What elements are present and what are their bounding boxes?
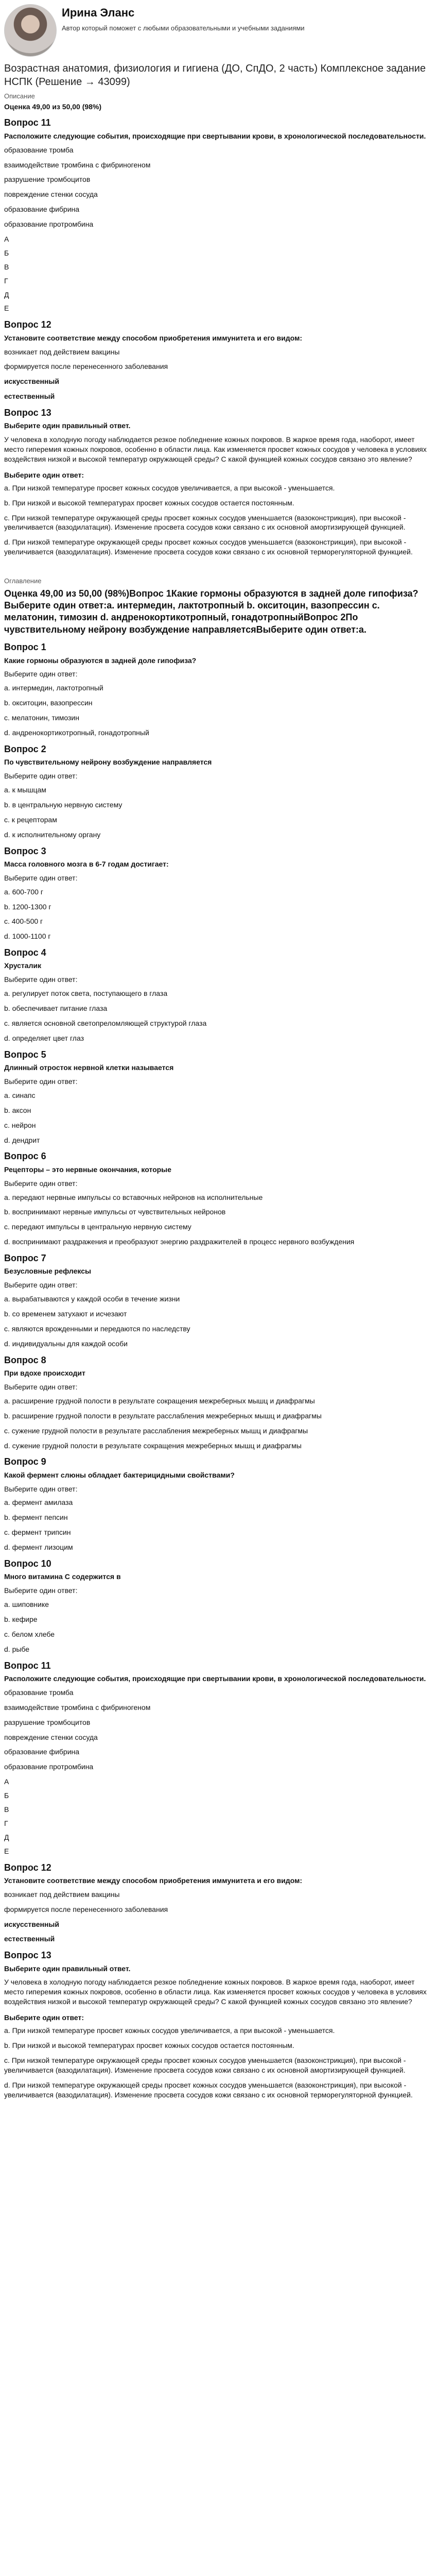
option-item: образование тромба	[4, 1688, 74, 1697]
question-number: Вопрос 11	[4, 1660, 51, 1671]
answer-prompt: Выберите один ответ:	[4, 1484, 78, 1493]
match-option: естественный	[4, 1935, 55, 1943]
answer-option: b. кефире	[4, 1615, 38, 1623]
author-description: Автор который поможет с любыми образовательными и учебными заданиями	[62, 24, 305, 32]
question-block	[4, 1949, 432, 2099]
answer-option: b. окситоцин, вазопрессин	[4, 699, 93, 707]
question-block	[4, 1455, 432, 1552]
option-item: формируется после перенесенного заболевания	[4, 1905, 168, 1913]
question-block	[4, 1861, 432, 1944]
answer-option: c. 400-500 г	[4, 917, 43, 926]
question-paragraph: У человека в холодную погоду наблюдается резкое побледнение кожных покровов. В жаркое время года, наоборот, имеет место гиперемия кожных покровов, особенно в области лица. Как изменяется просвет кожных сосудов у человека в условиях воздействия низкой и высокой температур окружающей среды? С какой функцией кожных сосудов связано это явление?	[4, 1978, 427, 2006]
question-number: Вопрос 2	[4, 743, 46, 754]
option-item: разрушение тромбоцитов	[4, 1718, 91, 1726]
question-text: Установите соответствие между способом приобретения иммунитета и его видом:	[4, 333, 303, 342]
answer-option: a. вырабатываются у каждой особи в течение жизни	[4, 1295, 180, 1303]
order-letter: Е	[4, 304, 9, 313]
question-block	[4, 946, 432, 1043]
question-text: Масса головного мозга в 6-7 годам достигает:	[4, 859, 169, 868]
question-text: При вдохе происходит	[4, 1369, 85, 1378]
answer-option: c. к рецепторам	[4, 815, 57, 824]
answer-option: d. При низкой температуре окружающей среды просвет кожных сосудов уменьшается (вазоконстрикция), при высокой - увеличивается (вазодилатация). Изменение просвета сосудов кожи связано с их основной терморегуляторной функцией.	[4, 538, 413, 556]
section-label: Оглавление	[4, 577, 42, 585]
question-number: Вопрос 10	[4, 1558, 51, 1569]
option-item: образование тромба	[4, 145, 74, 154]
question-block	[4, 1354, 432, 1451]
answer-option: c. являются врожденными и передаются по наследству	[4, 1324, 190, 1333]
avatar[interactable]	[4, 4, 57, 57]
question-number: Вопрос 12	[4, 1862, 51, 1873]
answer-option: b. обеспечивает питание глаза	[4, 1004, 108, 1013]
answer-option: d. 1000-1100 г	[4, 932, 51, 941]
answer-option: b. При низкой и высокой температурах просвет кожных сосудов остается постоянным.	[4, 498, 294, 507]
answer-prompt: Выберите один ответ:	[4, 1281, 78, 1290]
question-block	[4, 116, 432, 313]
question-text: Хрусталик	[4, 961, 42, 970]
option-item: возникает под действием вакцины	[4, 347, 120, 356]
sections	[4, 92, 432, 2099]
option-item: образование фибрина	[4, 205, 80, 214]
option-item: повреждение стенки сосуда	[4, 1733, 98, 1741]
answer-option: a. регулирует поток света, поступающего в глаза	[4, 989, 168, 998]
section-divider	[4, 562, 432, 574]
option-item: взаимодействие тромбина с фибриногеном	[4, 1703, 151, 1711]
answer-option: a. к мышцам	[4, 785, 46, 794]
answer-option: a. расширение грудной полости в результате сокращения межреберных мышц и диафрагмы	[4, 1396, 315, 1405]
content-section	[4, 92, 432, 557]
order-letter: Г	[4, 276, 8, 285]
question-text: Длинный отросток нервной клетки называется	[4, 1063, 174, 1072]
question-text: Расположите следующие события, происходящие при свертывании крови, в хронологической последовательности.	[4, 131, 426, 140]
answer-option: b. аксон	[4, 1106, 31, 1114]
order-letter: Г	[4, 1819, 8, 1827]
answer-prompt: Выберите один ответ:	[4, 1179, 78, 1188]
order-letter: В	[4, 262, 9, 271]
option-item: разрушение тромбоцитов	[4, 175, 91, 184]
order-letter: Б	[4, 248, 9, 257]
answer-option: b. 1200-1300 г	[4, 902, 51, 911]
order-letter: В	[4, 1805, 9, 1814]
answer-option: c. является основной светопреломляющей структурой глаза	[4, 1019, 207, 1028]
answer-option: c. сужение грудной полости в результате расслабления межреберных мышц и диафрагмы	[4, 1426, 308, 1435]
question-number: Вопрос 13	[4, 408, 51, 418]
author-name[interactable]: Ирина Эланс	[62, 6, 135, 19]
question-number: Вопрос 6	[4, 1151, 46, 1162]
question-block	[4, 318, 432, 401]
answer-option: a. интермедин, лактотропный	[4, 684, 103, 692]
question-number: Вопрос 7	[4, 1253, 46, 1264]
author-info	[62, 4, 305, 32]
order-letter: Е	[4, 1846, 9, 1855]
question-number: Вопрос 8	[4, 1354, 46, 1365]
answer-option: b. в центральную нервную систему	[4, 800, 123, 809]
option-item: образование протромбина	[4, 220, 94, 229]
answer-option: a. 600-700 г	[4, 887, 43, 896]
question-number: Вопрос 9	[4, 1456, 46, 1467]
answer-option: c. фермент трипсин	[4, 1528, 71, 1537]
question-text: Безусловные рефлексы	[4, 1267, 91, 1276]
answer-prompt: Выберите один ответ:	[4, 975, 78, 984]
answer-prompt: Выберите один ответ:	[4, 470, 84, 479]
answer-option: b. При низкой и высокой температурах просвет кожных сосудов остается постоянным.	[4, 2041, 294, 2049]
answer-option: d. При низкой температуре окружающей среды просвет кожных сосудов уменьшается (вазоконстрикция), при высокой - увеличивается (вазодилатация). Изменение просвета сосудов кожи связано с их основной терморегуляторной функцией.	[4, 2080, 413, 2099]
answer-option: d. рыбе	[4, 1645, 30, 1653]
question-block	[4, 1150, 432, 1247]
answer-option: b. со временем затухают и исчезают	[4, 1310, 127, 1318]
answer-option: d. определяет цвет глаз	[4, 1033, 84, 1042]
question-block	[4, 641, 432, 738]
option-item: образование протромбина	[4, 1762, 94, 1771]
answer-option: a. При низкой температуре просвет кожных сосудов увеличивается, а при высокой - уменьшается.	[4, 2026, 335, 2035]
question-text: Установите соответствие между способом приобретения иммунитета и его видом:	[4, 1876, 303, 1885]
answer-prompt: Выберите один ответ:	[4, 873, 78, 882]
answer-option: c. мелатонин, тимозин	[4, 714, 79, 722]
match-option: естественный	[4, 392, 55, 401]
question-block	[4, 1557, 432, 1654]
answer-option: a. При низкой температуре просвет кожных сосудов увеличивается, а при высокой - уменьшается.	[4, 483, 335, 492]
content-section	[4, 562, 432, 2099]
answer-prompt: Выберите один ответ:	[4, 772, 78, 781]
question-block	[4, 1659, 432, 1856]
question-block	[4, 406, 432, 557]
question-text: Выберите один правильный ответ.	[4, 1964, 131, 1973]
answer-prompt: Выберите один ответ:	[4, 2013, 84, 2022]
order-letter: Д	[4, 290, 9, 299]
section-heading: Оценка 49,00 из 50,00 (98%)Вопрос 1Какие гормоны образуются в задней доле гипофиза?Выберите один ответ:a. интермедин, лактотропный b. окситоцин, вазопрессин c. мелатонин, тимозин d. андренокортикотропный, гонадотропныйВопрос 2По чувствительному нейрону возбуждение направляетсяВыберите один ответ:a.	[4, 588, 418, 635]
answer-option: d. фермент лизоцим	[4, 1543, 73, 1552]
answer-option: a. передают нервные импульсы со вставочных нейронов на исполнительные	[4, 1193, 263, 1201]
order-letter: Д	[4, 1833, 9, 1841]
question-number: Вопрос 3	[4, 845, 46, 856]
question-number: Вопрос 12	[4, 319, 51, 330]
option-item: формируется после перенесенного заболевания	[4, 362, 168, 371]
answer-prompt: Выберите один ответ:	[4, 1077, 78, 1086]
order-letter: А	[4, 1777, 9, 1786]
question-block	[4, 845, 432, 942]
question-number: Вопрос 11	[4, 117, 51, 128]
answer-option: a. синапс	[4, 1091, 36, 1099]
question-block	[4, 1048, 432, 1145]
match-option: искусственный	[4, 1920, 59, 1928]
answer-option: c. нейрон	[4, 1121, 36, 1129]
author-block	[4, 4, 432, 57]
question-text: Какие гормоны образуются в задней доле гипофиза?	[4, 656, 197, 665]
answer-option: d. воспринимают раздражения и преобразуют энергию раздражителей в процесс нервного возбуждения	[4, 1238, 355, 1246]
answer-option: d. сужение грудной полости в результате сокращения межреберных мышц и диафрагмы	[4, 1441, 302, 1450]
answer-option: a. фермент амилаза	[4, 1498, 73, 1507]
order-letter: А	[4, 234, 9, 243]
score-text: Оценка 49,00 из 50,00 (98%)	[4, 102, 102, 111]
answer-option: b. расширение грудной полости в результате расслабления межреберных мышц и диафрагмы	[4, 1411, 322, 1420]
question-text: Рецепторы – это нервные окончания, которые	[4, 1165, 171, 1174]
option-item: повреждение стенки сосуда	[4, 190, 98, 199]
answer-option: b. фермент пепсин	[4, 1513, 68, 1522]
question-text: Много витамина С содержится в	[4, 1572, 121, 1581]
question-text: Выберите один правильный ответ.	[4, 421, 131, 430]
question-number: Вопрос 5	[4, 1049, 46, 1060]
question-text: Расположите следующие события, происходящие при свертывании крови, в хронологической последовательности.	[4, 1674, 426, 1683]
question-number: Вопрос 1	[4, 642, 46, 653]
question-paragraph: У человека в холодную погоду наблюдается резкое побледнение кожных покровов. В жаркое время года, наоборот, имеет место гиперемия кожных покровов, особенно в области лица. Как изменяется просвет кожных сосудов у человека в условиях воздействия низкой и высокой температур окружающей среды? С какой функцией кожных сосудов связано это явление?	[4, 435, 427, 464]
option-item: взаимодействие тромбина с фибриногеном	[4, 160, 151, 169]
answer-option: c. передают импульсы в центральную нервную систему	[4, 1223, 191, 1231]
answer-prompt: Выберите один ответ:	[4, 1382, 78, 1391]
answer-option: c. При низкой температуре окружающей среды просвет кожных сосудов уменьшается (вазоконстрикция), при высокой - увеличивается (вазодилатация). Изменение просвета сосудов кожи связано с их основной амортизирующей функцией.	[4, 2056, 406, 2074]
answer-option: a. шиповнике	[4, 1600, 49, 1609]
answer-option: d. к исполнительному органу	[4, 830, 101, 839]
answer-option: d. индивидуальны для каждой особи	[4, 1339, 128, 1348]
order-letter: Б	[4, 1791, 9, 1800]
answer-prompt: Выберите один ответ:	[4, 670, 78, 679]
answer-option: d. дендрит	[4, 1136, 40, 1144]
answer-option: b. воспринимают нервные импульсы от чувствительных нейронов	[4, 1208, 226, 1216]
answer-option: d. андренокортикотропный, гонадотропный	[4, 728, 149, 737]
question-block	[4, 1252, 432, 1349]
question-number: Вопрос 13	[4, 1950, 51, 1961]
option-item: образование фибрина	[4, 1748, 80, 1756]
document-title: Возрастная анатомия, физиология и гигиена (ДО, СпДО, 2 часть) Комплексное задание НСПК (Решение → 43099)	[4, 63, 426, 88]
option-item: возникает под действием вакцины	[4, 1890, 120, 1899]
question-block	[4, 743, 432, 840]
question-text: Какой фермент слюны обладает бактерицидными свойствами?	[4, 1470, 235, 1479]
question-text: По чувствительному нейрону возбуждение направляется	[4, 758, 212, 767]
match-option: искусственный	[4, 377, 59, 386]
question-number: Вопрос 4	[4, 947, 46, 958]
answer-option: c. белом хлебе	[4, 1630, 55, 1638]
answer-option: c. При низкой температуре окружающей среды просвет кожных сосудов уменьшается (вазоконстрикция), при высокой - увеличивается (вазодилатация). Изменение просвета сосудов кожи связано с их основной амортизирующей функцией.	[4, 513, 406, 532]
answer-prompt: Выберите один ответ:	[4, 1586, 78, 1595]
section-label: Описание	[4, 92, 35, 100]
